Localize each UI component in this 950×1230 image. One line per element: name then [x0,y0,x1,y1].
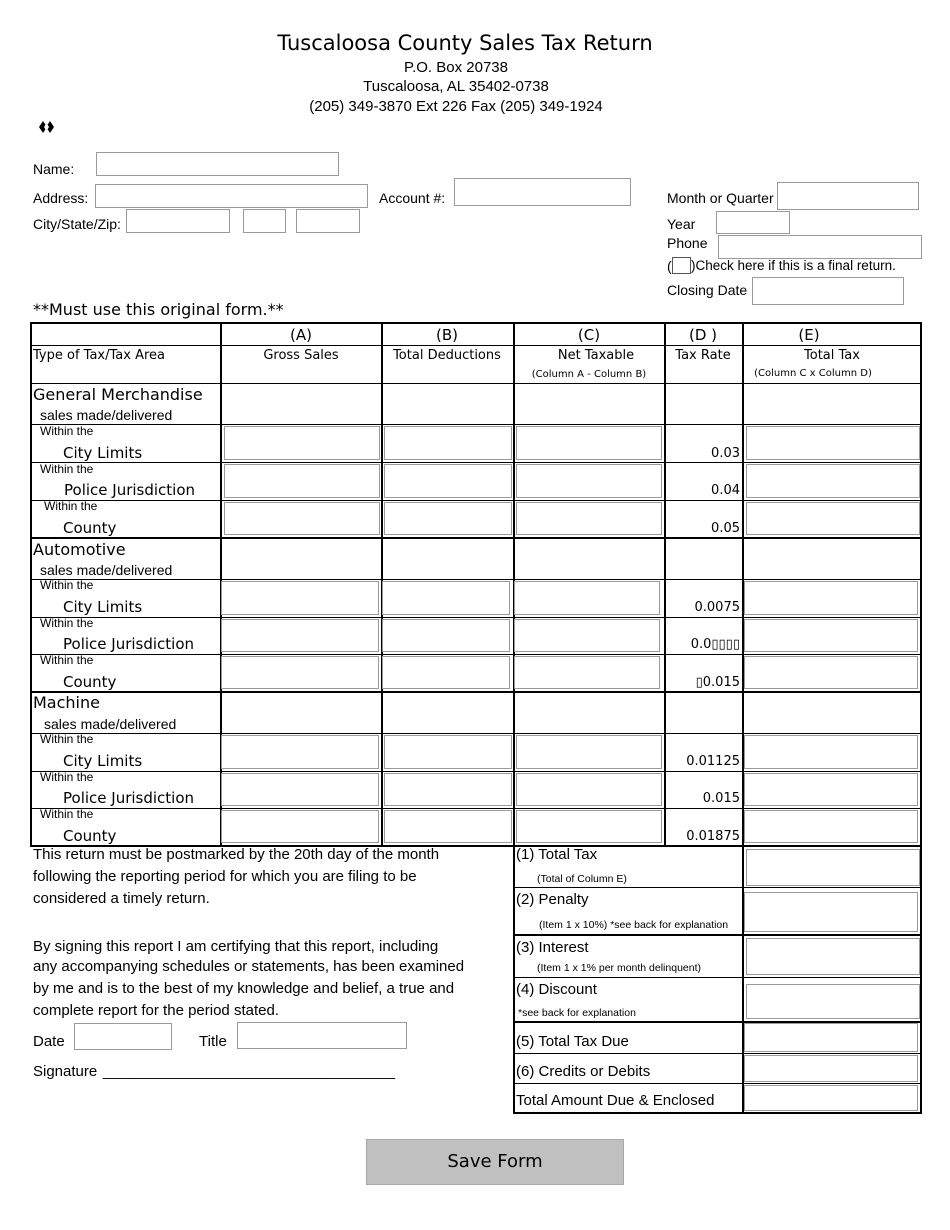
area-label: Police Jurisdiction [64,481,196,499]
summary-line [513,1053,921,1054]
within-label: Within the [40,424,94,438]
total-tax-field[interactable] [746,502,920,535]
gross-sales-field[interactable] [221,810,379,843]
net-taxable-field[interactable] [516,464,662,498]
net-taxable-field[interactable] [516,502,662,535]
within-label: Within the [40,616,94,630]
section-line [30,537,921,539]
month-quarter-field[interactable] [777,182,919,210]
col-e-line [742,322,744,1114]
interest-note: (Item 1 x 1% per month delinquent) [537,962,702,974]
table-top-border [30,322,921,324]
summary-line [513,887,921,888]
section-title-general-merchandise: General Merchandise [33,385,203,404]
deductions-field[interactable] [384,773,512,806]
net-taxable-field[interactable] [516,735,662,769]
amount-enclosed-field[interactable] [744,1085,918,1111]
section-subtitle: sales made/delivered [40,407,173,423]
total-tax-field[interactable] [744,735,918,769]
tax-rate: 0.01875 [686,829,740,844]
col-e-note: (Column C x Column D) [754,368,872,379]
net-taxable-field[interactable] [514,581,660,615]
tax-rate: 0.05 [711,521,740,536]
date-field[interactable] [74,1023,172,1050]
net-taxable-field[interactable] [514,619,660,652]
within-label: Within the [40,578,94,592]
within-label: Within the [40,807,94,821]
phone-label: Phone [667,235,708,251]
deductions-field[interactable] [384,810,512,843]
section-title-automotive: Automotive [33,540,126,559]
discount-label: (4) Discount [516,981,597,998]
total-tax-field[interactable] [744,810,918,843]
title-label: Title [199,1033,227,1050]
summary-line [513,1083,921,1084]
total-tax-due-field[interactable] [744,1023,918,1052]
discount-field[interactable] [746,984,920,1019]
total-tax-field[interactable] [746,464,920,498]
net-taxable-field[interactable] [516,810,662,843]
gross-sales-field[interactable] [221,581,379,615]
table-right-border [920,322,922,1114]
certify-line-2: any accompanying schedules or statements, has been examined [33,958,465,975]
tax-rate: 0.04 [711,483,740,498]
total-tax-label: (1) Total Tax [516,846,598,863]
penalty-label: (2) Penalty [516,891,589,908]
col-c-name: Net Taxable [557,348,635,363]
summary-line [513,977,921,978]
total-tax-field[interactable] [744,581,918,615]
header-bottom [30,383,921,384]
col-a-name: Gross Sales [263,348,339,363]
summary-line [513,934,921,936]
col-b-name: Total Deductions [393,348,501,363]
certify-line-4: complete report for the period stated. [33,1002,279,1019]
tax-rate: 0.01125 [686,754,740,769]
section-title-machine: Machine [33,693,100,712]
col-c-note: (Column A - Column B) [531,369,647,380]
city-state-zip-label: City/State/Zip: [33,216,121,232]
tax-rate: 0.015 [702,791,740,806]
area-label: City Limits [63,752,143,770]
month-quarter-label: Month or Quarter [667,190,774,206]
gross-sales-field[interactable] [221,735,379,769]
tax-rate: 0.0▯▯▯▯ [690,637,740,652]
account-field[interactable] [454,178,631,206]
row-line [30,424,921,425]
address-label: Address: [33,190,89,206]
credits-debits-label: (6) Credits or Debits [516,1063,651,1080]
deductions-field[interactable] [382,619,510,652]
credits-debits-field[interactable] [744,1055,918,1082]
name-label: Name: [33,161,75,177]
header-divider [30,345,921,346]
within-label: Within the [40,732,94,746]
deductions-field[interactable] [384,735,512,769]
area-label: County [63,673,117,691]
section-subtitle: sales made/delivered [44,716,177,732]
row-line [30,654,921,655]
total-tax-field[interactable] [746,426,920,460]
net-taxable-field[interactable] [514,656,660,689]
year-label: Year [667,216,696,232]
closing-date-field[interactable] [752,277,904,305]
closing-date-label: Closing Date [667,282,748,298]
state-field[interactable] [243,209,286,233]
within-label: Within the [40,462,94,476]
name-field[interactable] [96,152,339,176]
penalty-field[interactable] [744,892,918,932]
total-tax-note: (Total of Column E) [537,873,627,885]
col-c-line [513,322,515,1114]
tax-rate: 0.0075 [694,600,740,615]
col-b-letter: (B) [436,326,458,344]
row-line [30,579,921,580]
gross-sales-field[interactable] [224,426,380,460]
signature-line: ___________________________________ [103,1063,395,1080]
col-c-letter: (C) [577,326,601,344]
area-label: Police Jurisdiction [63,789,195,807]
certify-line-1: By signing this report I am certifying that this report, including [33,938,439,955]
total-tax-due-label: (5) Total Tax Due [516,1033,629,1050]
tax-rate: ▯0.015 [695,675,740,690]
amount-enclosed-label: Total Amount Due & Enclosed [516,1092,715,1109]
account-label: Account #: [379,190,446,206]
po-box: P.O. Box 20738 [404,59,508,76]
col-e-name: Total Tax [804,348,860,363]
area-label: Police Jurisdiction [63,635,195,653]
row-line [30,500,921,501]
save-form-button[interactable]: Save Form [366,1139,624,1185]
title-field[interactable] [237,1022,407,1049]
year-field[interactable] [716,211,790,234]
gross-sales-field[interactable] [221,656,379,689]
within-label: Within the [40,770,94,784]
gross-sales-field[interactable] [224,502,380,535]
section-line [30,691,921,693]
diamond-icon [39,120,55,134]
final-return-open: ( [667,258,672,274]
postmark-line-3: considered a timely return. [33,890,210,907]
penalty-note: (Item 1 x 10%) *see back for explanation [539,919,729,931]
interest-field[interactable] [746,938,920,975]
deductions-field[interactable] [384,502,512,535]
signature-label: Signature [33,1063,98,1080]
type-header: Type of Tax/Tax Area [33,348,165,363]
col-d-letter: (D ) [688,326,718,344]
address-field[interactable] [95,184,368,208]
final-return-label: )Check here if this is a final return. [691,258,896,273]
city-field[interactable] [126,209,230,233]
within-label: Within the [44,499,98,513]
col-a-letter: (A) [290,326,312,344]
col-d-name: Tax Rate [675,348,731,363]
city-address: Tuscaloosa, AL 35402-0738 [363,78,549,95]
net-taxable-field[interactable] [516,426,662,460]
area-label: County [63,827,117,845]
postmark-line-1: This return must be postmarked by the 20th day of the month [33,846,440,863]
total-tax-field[interactable] [744,656,918,689]
summary-bottom [513,1112,921,1114]
deductions-field[interactable] [384,426,512,460]
total-tax-field[interactable] [744,773,918,806]
row-line [30,617,921,618]
row-line [30,808,921,809]
section-subtitle: sales made/delivered [40,562,173,578]
original-form-notice: **Must use this original form.** [33,300,284,319]
deductions-field[interactable] [384,464,512,498]
gross-sales-field[interactable] [221,619,379,652]
tax-rate: 0.03 [711,446,740,461]
discount-note: *see back for explanation [518,1007,636,1019]
total-tax-sum-field[interactable] [746,849,920,886]
row-line [30,462,921,463]
postmark-line-2: following the reporting period for which you are filing to be [33,868,417,885]
date-label: Date [33,1033,65,1050]
within-label: Within the [40,653,94,667]
zip-field[interactable] [296,209,360,233]
area-label: City Limits [63,444,143,462]
row-line [30,733,921,734]
gross-sales-field[interactable] [221,773,379,806]
area-label: County [63,519,117,537]
phone-field[interactable] [718,235,922,259]
interest-label: (3) Interest [516,939,589,956]
phone-fax: (205) 349-3870 Ext 226 Fax (205) 349-1924 [309,98,603,115]
form-title: Tuscaloosa County Sales Tax Return [277,31,653,55]
row-line [30,771,921,772]
certify-line-3: by me and is to the best of my knowledge and belief, a true and [33,980,455,997]
final-return-checkbox[interactable] [672,257,691,274]
deductions-field[interactable] [382,581,510,615]
table-left-border [30,322,32,846]
gross-sales-field[interactable] [224,464,380,498]
net-taxable-field[interactable] [516,773,662,806]
total-tax-field[interactable] [744,619,918,652]
col-e-letter: (E) [798,326,820,344]
area-label: City Limits [63,598,143,616]
deductions-field[interactable] [382,656,510,689]
